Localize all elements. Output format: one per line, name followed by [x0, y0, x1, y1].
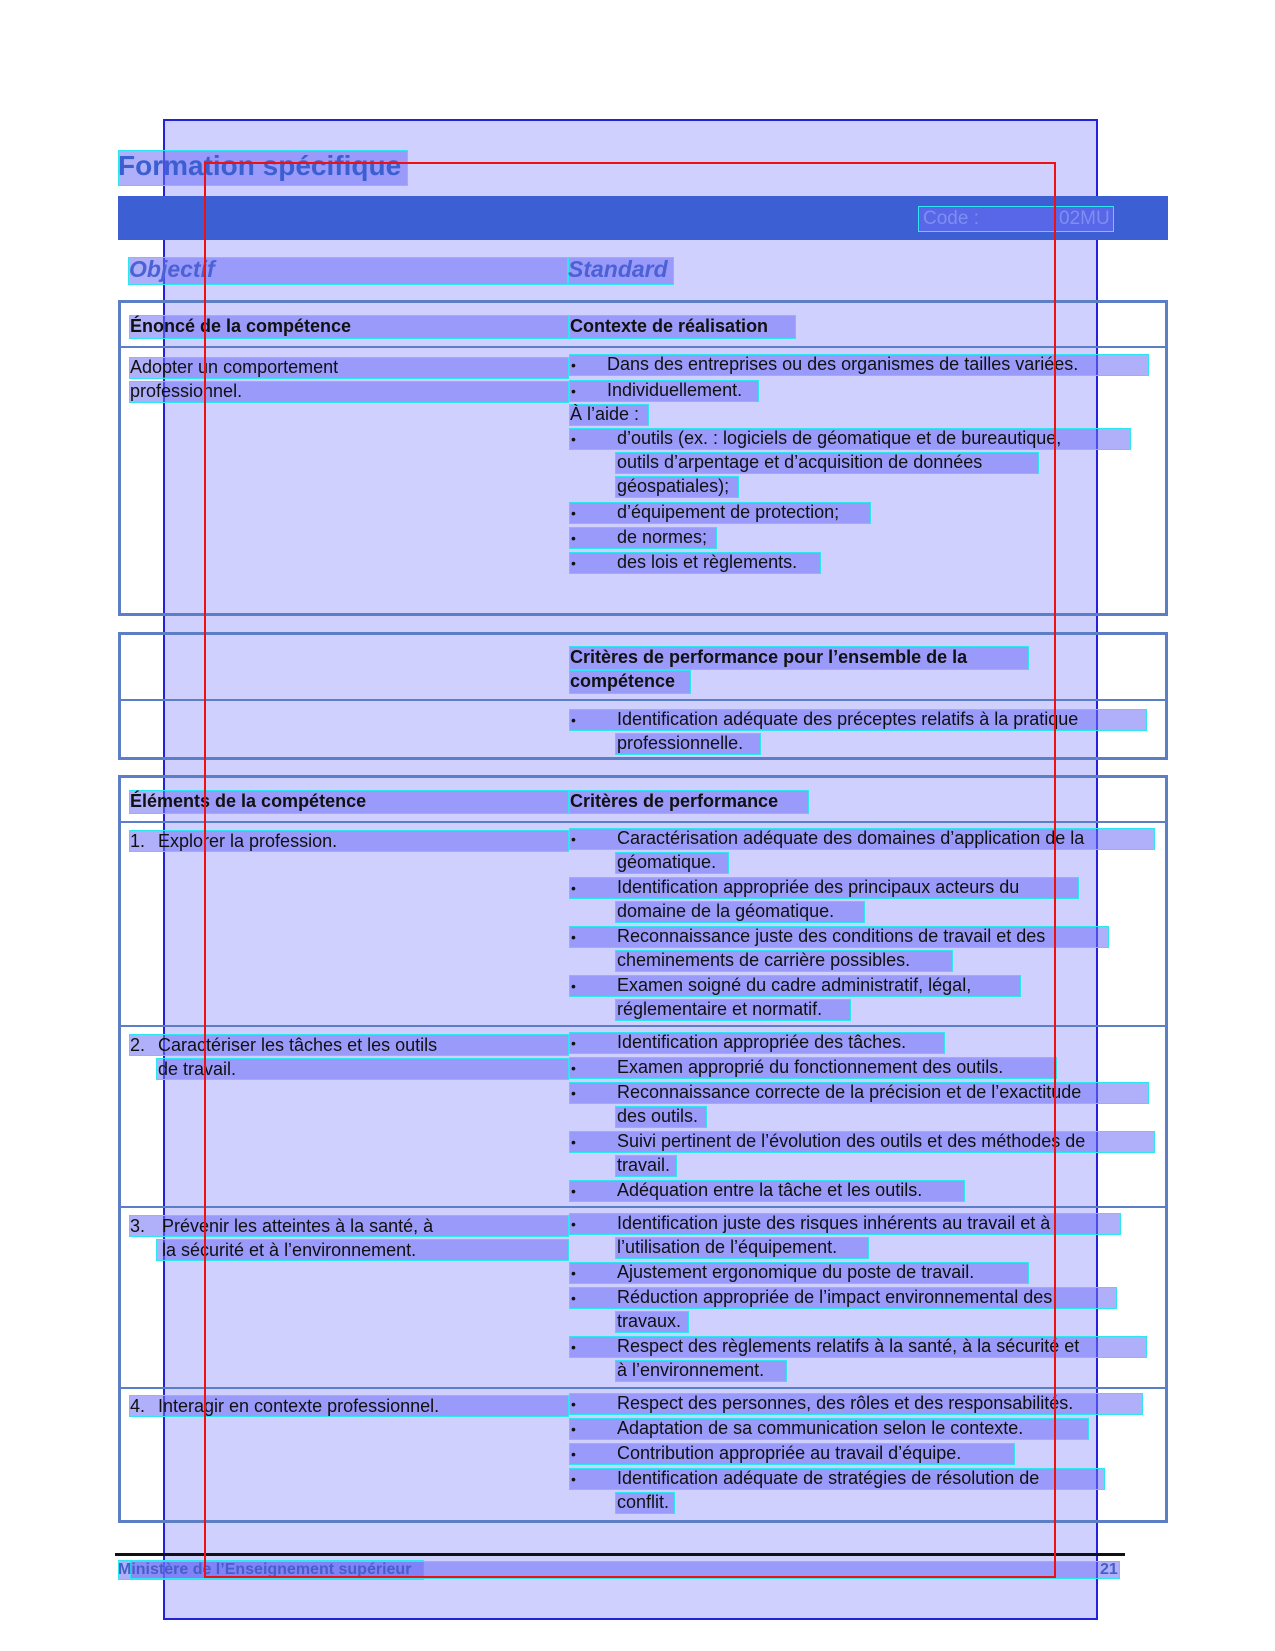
competence-statement-line: Adopter un comportement: [130, 357, 339, 377]
criterion-cont: conflit.: [617, 1492, 670, 1512]
context-item: d’équipement de protection;: [617, 502, 840, 522]
criterion: Identification appropriée des principaux acteurs du: [617, 877, 1020, 897]
bullet: •: [571, 1339, 576, 1355]
overall-criteria-header: compétence: [570, 671, 676, 691]
element-text: de travail.: [158, 1059, 237, 1079]
criterion-cont: travaux.: [617, 1311, 682, 1331]
criterion: Réduction appropriée de l’impact environnemental des: [617, 1287, 1053, 1307]
bullet: •: [571, 1396, 576, 1412]
context-item-cont: outils d’arpentage et d’acquisition de données: [617, 452, 983, 472]
bullet: •: [571, 978, 576, 994]
overall-criterion: Identification adéquate des préceptes relatifs à la pratique: [617, 709, 1079, 729]
criterion-cont: réglementaire et normatif.: [617, 999, 823, 1019]
context-item: des lois et règlements.: [617, 552, 798, 572]
criterion: Contribution appropriée au travail d’équipe.: [617, 1443, 962, 1463]
bullet: •: [571, 929, 576, 945]
criterion-cont: des outils.: [617, 1106, 699, 1126]
criterion: Adéquation entre la tâche et les outils.: [617, 1180, 923, 1200]
element-text: Interagir en contexte professionnel.: [158, 1396, 440, 1416]
criterion-cont: cheminements de carrière possibles.: [617, 950, 911, 970]
criterion: Reconnaissance correcte de la précision et de l’exactitude: [617, 1082, 1082, 1102]
bullet: •: [571, 1446, 576, 1462]
element-number: 1.: [130, 831, 146, 851]
context-item: de normes;: [617, 527, 708, 547]
overall-criterion-cont: professionnelle.: [617, 733, 744, 753]
bullet: •: [571, 1085, 576, 1101]
competence-statement-header: Énoncé de la compétence: [130, 316, 352, 336]
bullet: •: [571, 880, 576, 896]
context-header: Contexte de réalisation: [570, 316, 769, 336]
bullet: •: [571, 1216, 576, 1232]
page-number: 21: [1100, 1561, 1118, 1578]
element-number: 4.: [130, 1396, 146, 1416]
context-item-cont: géospatiales);: [617, 476, 730, 496]
objectif-header: Objectif: [129, 256, 215, 282]
element-number: 2.: [130, 1035, 146, 1055]
criterion-cont: l’utilisation de l’équipement.: [617, 1237, 838, 1257]
element-text: Caractériser les tâches et les outils: [158, 1035, 438, 1055]
bullet: •: [571, 1183, 576, 1199]
criterion: Adaptation de sa communication selon le contexte.: [617, 1418, 1024, 1438]
element-text: la sécurité et à l’environnement.: [162, 1240, 417, 1260]
criterion: Examen approprié du fonctionnement des outils.: [617, 1057, 1004, 1077]
competence-statement-line: professionnel.: [130, 381, 243, 401]
criterion-cont: géomatique.: [617, 852, 717, 872]
element-text: Prévenir les atteintes à la santé, à: [162, 1216, 434, 1236]
bullet: •: [571, 530, 576, 546]
element-number: 3.: [130, 1216, 146, 1236]
page-title: Formation spécifique: [118, 150, 402, 181]
bullet: •: [571, 505, 576, 521]
bullet: •: [571, 357, 576, 373]
code-label: Code :: [923, 208, 979, 229]
bullet: •: [571, 1290, 576, 1306]
bullet: •: [571, 1134, 576, 1150]
elements-header: Éléments de la compétence: [130, 791, 367, 811]
criterion: Suivi pertinent de l’évolution des outils et des méthodes de: [617, 1131, 1086, 1151]
footer-ministry: Ministère de l’Enseignement supérieur: [118, 1561, 412, 1578]
criteria-header: Critères de performance: [570, 791, 779, 811]
criterion: Ajustement ergonomique du poste de travail.: [617, 1262, 975, 1282]
bullet: •: [571, 1421, 576, 1437]
bullet: •: [571, 712, 576, 728]
bullet: •: [571, 1471, 576, 1487]
element-text: Explorer la profession.: [158, 831, 338, 851]
context-item: d’outils (ex. : logiciels de géomatique et de bureautique,: [617, 428, 1062, 448]
code-value: 02MU: [1059, 208, 1110, 229]
criterion: Reconnaissance juste des conditions de travail et des: [617, 926, 1046, 946]
criterion: Respect des règlements relatifs à la santé, à la sécurité et: [617, 1336, 1080, 1356]
context-item: Individuellement.: [607, 380, 743, 400]
bullet: •: [571, 831, 576, 847]
criterion: Respect des personnes, des rôles et des responsabilités.: [617, 1393, 1074, 1413]
criterion: Identification adéquate de stratégies de résolution de: [617, 1468, 1040, 1488]
bullet: •: [571, 1035, 576, 1051]
overall-criteria-header: Critères de performance pour l’ensemble de la: [570, 647, 968, 667]
criterion: Examen soigné du cadre administratif, légal,: [617, 975, 972, 995]
criterion-cont: domaine de la géomatique.: [617, 901, 835, 921]
context-item: À l’aide :: [570, 404, 640, 424]
bullet: •: [571, 383, 576, 399]
criterion-cont: à l’environnement.: [617, 1360, 765, 1380]
criterion-cont: travail.: [617, 1155, 671, 1175]
bullet: •: [571, 1265, 576, 1281]
annotation-overlay-red: [204, 162, 1056, 1578]
bullet: •: [571, 1060, 576, 1076]
bullet: •: [571, 431, 576, 447]
criterion: Identification appropriée des tâches.: [617, 1032, 907, 1052]
bullet: •: [571, 555, 576, 571]
context-item: Dans des entreprises ou des organismes de tailles variées.: [607, 354, 1079, 374]
criterion: Identification juste des risques inhérents au travail et à: [617, 1213, 1051, 1233]
standard-header: Standard: [568, 256, 668, 282]
criterion: Caractérisation adéquate des domaines d’application de la: [617, 828, 1085, 848]
